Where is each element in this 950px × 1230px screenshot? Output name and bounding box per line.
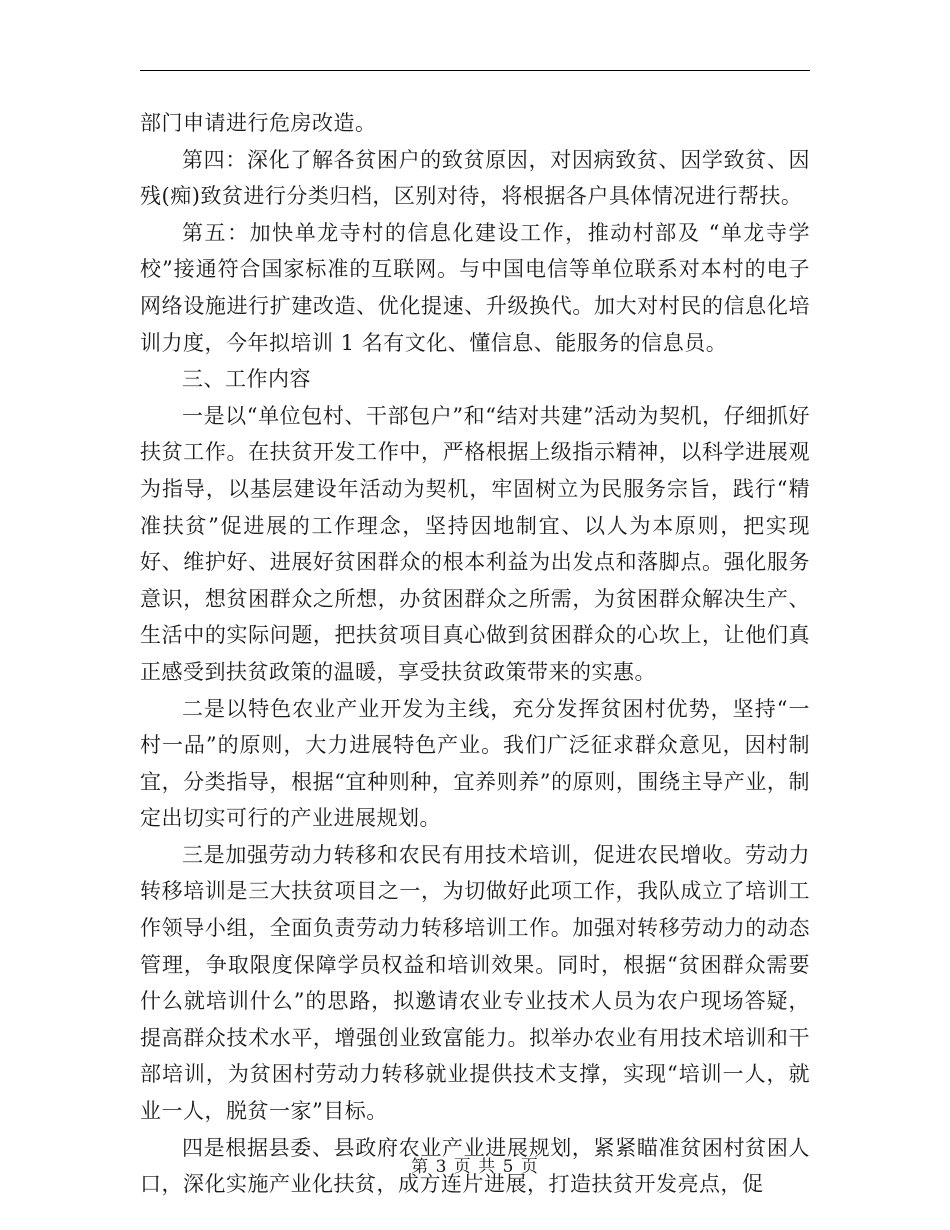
section-heading: 三、工作内容	[182, 367, 311, 392]
page-number-footer: 第 3 页 共 5 页	[411, 1157, 539, 1177]
paragraph: 第四：深化了解各贫困户的致贫原因，对因病致贫、因学致贫、因残(痴)致贫进行分类归档，区别对待，将根据各户具体情况进行帮扶。	[140, 147, 810, 209]
paragraph: 一是以“单位包村、干部包户”和“结对共建”活动为契机，仔细抓好扶贫工作。在扶贫开发工作中，严格根据上级指示精神，以科学进展观为指导，以基层建设年活动为契机，牢固树立为民服务宗旨，践行“精准扶贫”促进展的工作理念，坚持因地制宜、以人为本原则，把实现好、维护好、进展好贫困群众的根本利益为出发点和落脚点。强化服务意识，想贫困群众之所想，办贫困群众之所需，为贫困群众解决生产、生活中的实际问题，把扶贫项目真心做到贫困群众的心坎上，让他们真正感受到扶贫政策的温暖，享受扶贫政策带来的实惠。	[140, 403, 810, 684]
paragraph: 四是根据县委、县政府农业产业进展规划，紧紧瞄准贫困村贫困人口，深化实施产业化扶贫，成方连片进展，打造扶贫开发亮点，促	[140, 1135, 810, 1197]
paragraph: 部门申请进行危房改造。	[140, 111, 377, 135]
paragraph: 二是以特色农业产业开发为主线，充分发挥贫困村优势，坚持“一村一品”的原则，大力进展特色产业。我们广泛征求群众意见，因村制宜，分类指导，根据“宜种则种，宜养则养”的原则，围绕主导产业，制定出切实可行的产业进展规划。	[140, 696, 810, 831]
paragraph: 三是加强劳动力转移和农民有用技术培训，促进农民增收。劳动力转移培训是三大扶贫项目之一，为切做好此项工作，我队成立了培训工作领导小组，全面负责劳动力转移培训工作。加强对转移劳动力的动态管理，争取限度保障学员权益和培训效果。同时，根据“贫困群众需要什么就培训什么”的思路，拟邀请农业专业技术人员为农户现场答疑，提高群众技术水平，增强创业致富能力。拟举办农业有用技术培训和干部培训，为贫困村劳动力转移就业提供技术支撑，实现“培训一人，就业一人，脱贫一家”目标。	[140, 842, 810, 1124]
document-body	[140, 105, 810, 1203]
header-rule	[140, 70, 810, 71]
paragraph: 第五：加快单龙寺村的信息化建设工作，推动村部及 “单龙寺学校”接通符合国家标准的互联网。与中国电信等单位联系对本村的电子网络设施进行扩建改造、优化提速、升级换代。加大对村民的信息化培训力度，今年拟培训 1 名有文化、懂信息、能服务的信息员。	[140, 220, 810, 355]
